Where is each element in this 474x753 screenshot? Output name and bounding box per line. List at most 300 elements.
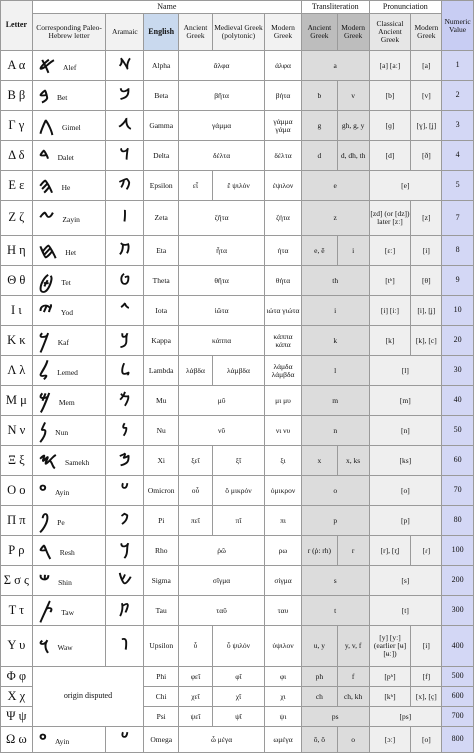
medieval-greek-cell: μῦ xyxy=(179,386,265,416)
trans-ancient-cell: ch xyxy=(301,687,337,707)
english-name-cell: Sigma xyxy=(144,566,179,596)
english-name-cell: Gamma xyxy=(144,111,179,141)
numeric-value-cell: 80 xyxy=(442,506,474,536)
medieval-greek-cell: ξῖ xyxy=(212,446,264,476)
english-name-cell: Iota xyxy=(144,296,179,326)
aramaic-glyph-cell: 𐡀 xyxy=(106,51,144,81)
paleo-hebrew-cell xyxy=(32,51,106,81)
aramaic-glyph-cell: 𐡌 xyxy=(106,386,144,416)
transliteration-cell: t xyxy=(301,596,369,626)
table-row xyxy=(1,476,474,506)
numeric-value-cell: 2 xyxy=(442,81,474,111)
english-name-cell: Xi xyxy=(144,446,179,476)
medieval-greek-cell: λάμβδα xyxy=(212,356,264,386)
paleo-glyph: 𐤀 xyxy=(38,52,56,78)
paleo-name: Shin xyxy=(58,577,72,587)
english-name-cell: Omega xyxy=(144,727,179,753)
aramaic-glyph-cell: 𐡕 xyxy=(106,596,144,626)
paleo-hebrew-cell xyxy=(32,727,106,753)
numeric-value-cell: 9 xyxy=(442,266,474,296)
transliteration-cell: m xyxy=(301,386,369,416)
ancient-greek-cell: λάβδα xyxy=(179,356,213,386)
trans-ancient-cell: u, y xyxy=(301,626,337,667)
numeric-value-cell: 5 xyxy=(442,171,474,201)
english-name-cell: Chi xyxy=(144,687,179,707)
table-row xyxy=(1,201,474,236)
ancient-greek-cell: ὗ xyxy=(179,626,213,667)
medieval-greek-cell: κάππα xyxy=(179,326,265,356)
paleo-hebrew-cell xyxy=(32,326,106,356)
paleo-hebrew-cell xyxy=(32,626,106,667)
ancient-greek-cell: χεῖ xyxy=(179,687,213,707)
aramaic-glyph-cell: 𐡄 xyxy=(106,171,144,201)
header-modern-greek: Modern Greek xyxy=(265,14,302,51)
numeric-value-cell: 10 xyxy=(442,296,474,326)
aramaic-glyph-cell: 𐡍 xyxy=(106,416,144,446)
letter-cell: Γ γ xyxy=(1,111,33,141)
table-row xyxy=(1,536,474,566)
aramaic-glyph-cell: 𐡂 xyxy=(106,111,144,141)
numeric-value-cell: 60 xyxy=(442,446,474,476)
pron-classical-cell: [kʰ] xyxy=(369,687,411,707)
header-name-group: Name xyxy=(32,1,301,14)
medieval-greek-cell: ὦ μέγα xyxy=(179,727,265,753)
english-name-cell: Omicron xyxy=(144,476,179,506)
letter-cell: Ο ο xyxy=(1,476,33,506)
header-letter: Letter xyxy=(1,1,33,51)
paleo-name: Lemed xyxy=(57,367,78,377)
letter-cell: Λ λ xyxy=(1,356,33,386)
numeric-value-cell: 30 xyxy=(442,356,474,386)
transliteration-cell: th xyxy=(301,266,369,296)
medieval-greek-cell: φῖ xyxy=(212,667,264,687)
numeric-value-cell: 400 xyxy=(442,626,474,667)
english-name-cell: Upsilon xyxy=(144,626,179,667)
pron-classical-cell: [a] [aː] xyxy=(369,51,411,81)
pron-modern-cell: [z] xyxy=(411,201,442,236)
table-row xyxy=(1,667,474,687)
header-pron-classical: Classical Ancient Greek xyxy=(369,14,411,51)
trans-ancient-cell: e, ē xyxy=(301,236,337,266)
modern-greek-cell: άλφα xyxy=(265,51,302,81)
letter-cell: Κ κ xyxy=(1,326,33,356)
modern-greek-cell: φι xyxy=(265,667,302,687)
transliteration-cell: p xyxy=(301,506,369,536)
aramaic-glyph-cell: 𐡋 xyxy=(106,356,144,386)
paleo-name: Mem xyxy=(58,397,75,407)
transliteration-cell: i xyxy=(301,296,369,326)
header-numeric-value: Numeric Value xyxy=(442,1,474,51)
pronunciation-cell: [s] xyxy=(369,566,442,596)
pron-classical-cell: [d] xyxy=(369,141,411,171)
aramaic-glyph-cell: 𐡆 xyxy=(106,201,144,236)
paleo-glyph: 𐤋 xyxy=(38,357,50,383)
paleo-name: Kaf xyxy=(57,337,69,347)
pron-classical-cell: [zd] (or [dz]) later [zː] xyxy=(369,201,411,236)
transliteration-cell: ps xyxy=(301,707,369,727)
table-body xyxy=(1,51,474,753)
modern-greek-cell: ρω xyxy=(265,536,302,566)
medieval-greek-cell: νῦ xyxy=(179,416,265,446)
aramaic-glyph-cell: 𐡇 xyxy=(106,236,144,266)
table-row xyxy=(1,51,474,81)
english-name-cell: Delta xyxy=(144,141,179,171)
english-name-cell: Rho xyxy=(144,536,179,566)
modern-greek-cell: πι xyxy=(265,506,302,536)
paleo-hebrew-cell xyxy=(32,266,106,296)
pron-classical-cell: [ɡ] xyxy=(369,111,411,141)
transliteration-cell: o xyxy=(301,476,369,506)
pron-modern-cell: [ð] xyxy=(411,141,442,171)
medieval-greek-cell: ἦτα xyxy=(179,236,265,266)
trans-modern-cell: r xyxy=(337,536,369,566)
ancient-greek-cell: οὖ xyxy=(179,476,213,506)
pron-modern-cell: [a] xyxy=(411,51,442,81)
numeric-value-cell: 500 xyxy=(442,667,474,687)
paleo-hebrew-cell xyxy=(32,171,106,201)
medieval-greek-cell: γάμμα xyxy=(179,111,265,141)
modern-greek-cell: ψι xyxy=(265,707,302,727)
letter-cell: Ψ ψ xyxy=(1,707,33,727)
trans-modern-cell: x, ks xyxy=(337,446,369,476)
pron-modern-cell: [i], [ʝ] xyxy=(411,296,442,326)
paleo-hebrew-cell xyxy=(32,236,106,266)
table-row xyxy=(1,236,474,266)
trans-modern-cell: v xyxy=(337,81,369,111)
trans-ancient-cell: x xyxy=(301,446,337,476)
ancient-greek-cell: πεῖ xyxy=(179,506,213,536)
paleo-hebrew-cell xyxy=(32,356,106,386)
table-row xyxy=(1,727,474,753)
table-row xyxy=(1,386,474,416)
paleo-hebrew-cell xyxy=(32,476,106,506)
letter-cell: Β β xyxy=(1,81,33,111)
pron-classical-cell: [y] [yː] (earlier [ʉ] [ʉː]) xyxy=(369,626,411,667)
paleo-name: He xyxy=(61,182,71,192)
header-aramaic: Aramaic xyxy=(106,14,144,51)
letter-cell: Ν ν xyxy=(1,416,33,446)
paleo-glyph: 𐤎 xyxy=(38,447,58,473)
trans-modern-cell: y, v, f xyxy=(337,626,369,667)
trans-ancient-cell: d xyxy=(301,141,337,171)
medieval-greek-cell: ταῦ xyxy=(179,596,265,626)
header-english: English xyxy=(144,14,179,51)
english-name-cell: Nu xyxy=(144,416,179,446)
paleo-hebrew-cell xyxy=(32,506,106,536)
letter-cell: Υ υ xyxy=(1,626,33,667)
numeric-value-cell: 1 xyxy=(442,51,474,81)
numeric-value-cell: 8 xyxy=(442,236,474,266)
paleo-hebrew-cell xyxy=(32,566,106,596)
medieval-greek-cell: ζῆτα xyxy=(179,201,265,236)
aramaic-glyph-cell: 𐡐 xyxy=(106,506,144,536)
letter-cell: Ρ ρ xyxy=(1,536,33,566)
english-name-cell: Theta xyxy=(144,266,179,296)
numeric-value-cell: 4 xyxy=(442,141,474,171)
medieval-greek-cell: πῖ xyxy=(212,506,264,536)
pronunciation-cell: [ks] xyxy=(369,446,442,476)
numeric-value-cell: 7 xyxy=(442,201,474,236)
paleo-hebrew-cell xyxy=(32,81,106,111)
paleo-glyph: 𐤈 xyxy=(38,267,54,293)
paleo-glyph: 𐤓 xyxy=(38,537,52,563)
pronunciation-cell: [n] xyxy=(369,416,442,446)
numeric-value-cell: 300 xyxy=(442,596,474,626)
letter-cell: Ι ι xyxy=(1,296,33,326)
letter-cell: Θ θ xyxy=(1,266,33,296)
table-row xyxy=(1,266,474,296)
transliteration-cell: a xyxy=(301,51,369,81)
paleo-name: Waw xyxy=(57,643,73,653)
pron-modern-cell: [ɣ], [ʝ] xyxy=(411,111,442,141)
pron-modern-cell: [i] xyxy=(411,626,442,667)
paleo-name: Ayin xyxy=(54,487,70,497)
trans-ancient-cell: b xyxy=(301,81,337,111)
medieval-greek-cell: χῖ xyxy=(212,687,264,707)
english-name-cell: Kappa xyxy=(144,326,179,356)
trans-modern-cell: f xyxy=(337,667,369,687)
letter-cell: Α α xyxy=(1,51,33,81)
letter-cell: Τ τ xyxy=(1,596,33,626)
paleo-hebrew-cell xyxy=(32,386,106,416)
header-medieval-greek: Medieval Greek (polytonic) xyxy=(212,14,264,51)
header-trans-ancient: Ancient Greek xyxy=(301,14,337,51)
pron-modern-cell: [θ] xyxy=(411,266,442,296)
aramaic-glyph-cell: 𐡓 xyxy=(106,536,144,566)
paleo-hebrew-cell xyxy=(32,446,106,476)
letter-cell: Η η xyxy=(1,236,33,266)
table-row xyxy=(1,596,474,626)
group-header-row xyxy=(1,1,474,14)
header-pronunciation-group: Pronunciation xyxy=(369,1,442,14)
trans-modern-cell: i xyxy=(337,236,369,266)
header-pron-modern: Modern Greek xyxy=(411,14,442,51)
medieval-greek-cell: ῥῶ xyxy=(179,536,265,566)
transliteration-cell: k xyxy=(301,326,369,356)
modern-greek-cell: γάμμα γάμα xyxy=(265,111,302,141)
trans-ancient-cell: r (ῥ: rh) xyxy=(301,536,337,566)
paleo-glyph: 𐤄 xyxy=(38,172,54,198)
aramaic-glyph-cell: 𐡅 xyxy=(106,626,144,667)
paleo-name: Het xyxy=(65,247,77,257)
table-row xyxy=(1,626,474,667)
numeric-value-cell: 40 xyxy=(442,386,474,416)
table-row xyxy=(1,141,474,171)
header-trans-modern: Modern Greek xyxy=(337,14,369,51)
trans-modern-cell: gh, g, y xyxy=(337,111,369,141)
trans-ancient-cell: ō, ô xyxy=(301,727,337,753)
paleo-name: Tet xyxy=(61,277,71,287)
english-name-cell: Pi xyxy=(144,506,179,536)
pronunciation-cell: [e] xyxy=(369,171,442,201)
medieval-greek-cell: ἰῶτα xyxy=(179,296,265,326)
table-row xyxy=(1,566,474,596)
letter-cell: Δ δ xyxy=(1,141,33,171)
modern-greek-cell: λάμδα λάμβδα xyxy=(265,356,302,386)
aramaic-glyph-cell: 𐡁 xyxy=(106,81,144,111)
letter-cell: Σ σ ς xyxy=(1,566,33,596)
medieval-greek-cell: θῆτα xyxy=(179,266,265,296)
modern-greek-cell: δέλτα xyxy=(265,141,302,171)
pron-classical-cell: [r], [r̥] xyxy=(369,536,411,566)
paleo-name: Ayin xyxy=(54,736,70,746)
modern-greek-cell: βήτα xyxy=(265,81,302,111)
aramaic-glyph-cell: 𐡈 xyxy=(106,266,144,296)
medieval-greek-cell: βῆτα xyxy=(179,81,265,111)
transliteration-cell: z xyxy=(301,201,369,236)
table-row xyxy=(1,81,474,111)
medieval-greek-cell: ὖ ψιλόν xyxy=(212,626,264,667)
paleo-glyph: 𐤏 xyxy=(38,477,47,503)
transliteration-cell: n xyxy=(301,416,369,446)
paleo-name: Bet xyxy=(56,92,68,102)
origin-disputed-cell: origin disputed xyxy=(32,667,144,727)
english-name-cell: Lambda xyxy=(144,356,179,386)
english-name-cell: Alpha xyxy=(144,51,179,81)
pron-modern-cell: [ɾ] xyxy=(411,536,442,566)
medieval-greek-cell: δέλτα xyxy=(179,141,265,171)
english-name-cell: Phi xyxy=(144,667,179,687)
english-name-cell: Epsilon xyxy=(144,171,179,201)
table-row xyxy=(1,111,474,141)
aramaic-glyph-cell: 𐡔 xyxy=(106,566,144,596)
modern-greek-cell: σίγμα xyxy=(265,566,302,596)
letter-cell: Μ μ xyxy=(1,386,33,416)
paleo-glyph: 𐤕 xyxy=(38,597,54,623)
pron-classical-cell: [pʰ] xyxy=(369,667,411,687)
paleo-name: Yod xyxy=(60,307,74,317)
modern-greek-cell: ζήτα xyxy=(265,201,302,236)
paleo-glyph: 𐤐 xyxy=(38,507,50,533)
medieval-greek-cell: ὂ μικρόν xyxy=(212,476,264,506)
numeric-value-cell: 70 xyxy=(442,476,474,506)
paleo-hebrew-cell xyxy=(32,416,106,446)
pron-classical-cell: [ɔː] xyxy=(369,727,411,753)
medieval-greek-cell: σῖγμα xyxy=(179,566,265,596)
english-name-cell: Zeta xyxy=(144,201,179,236)
medieval-greek-cell: ἄλφα xyxy=(179,51,265,81)
paleo-hebrew-cell xyxy=(32,296,106,326)
table-row xyxy=(1,171,474,201)
numeric-value-cell: 600 xyxy=(442,687,474,707)
pron-modern-cell: [o] xyxy=(411,727,442,753)
paleo-glyph: 𐤍 xyxy=(38,417,48,443)
pron-modern-cell: [i] xyxy=(411,236,442,266)
aramaic-glyph-cell: 𐡊 xyxy=(106,326,144,356)
numeric-value-cell: 800 xyxy=(442,727,474,753)
numeric-value-cell: 200 xyxy=(442,566,474,596)
numeric-value-cell: 3 xyxy=(442,111,474,141)
ancient-greek-cell: εἶ xyxy=(179,171,213,201)
modern-greek-cell: ξι xyxy=(265,446,302,476)
paleo-hebrew-cell xyxy=(32,111,106,141)
paleo-name: Alef xyxy=(63,62,77,72)
medieval-greek-cell: ἒ ψιλόν xyxy=(212,171,264,201)
pron-classical-cell: [b] xyxy=(369,81,411,111)
trans-ancient-cell: ph xyxy=(301,667,337,687)
paleo-glyph: 𐤉 xyxy=(38,297,53,323)
aramaic-glyph-cell: 𐡏 xyxy=(106,727,144,753)
aramaic-glyph-cell: 𐡃 xyxy=(106,141,144,171)
pronunciation-cell: [ps] xyxy=(369,707,442,727)
pron-modern-cell: [v] xyxy=(411,81,442,111)
trans-modern-cell: o xyxy=(337,727,369,753)
paleo-hebrew-cell xyxy=(32,596,106,626)
table-row xyxy=(1,356,474,386)
modern-greek-cell: ήτα xyxy=(265,236,302,266)
modern-greek-cell: έψιλον xyxy=(265,171,302,201)
paleo-name: Taw xyxy=(61,607,75,617)
modern-greek-cell: ταυ xyxy=(265,596,302,626)
table-row xyxy=(1,326,474,356)
pron-classical-cell: [k] xyxy=(369,326,411,356)
trans-modern-cell: ch, kh xyxy=(337,687,369,707)
pron-modern-cell: [x], [ç] xyxy=(411,687,442,707)
letter-cell: Χ χ xyxy=(1,687,33,707)
modern-greek-cell: θήτα xyxy=(265,266,302,296)
transliteration-cell: s xyxy=(301,566,369,596)
aramaic-glyph-cell: 𐡉 xyxy=(106,296,144,326)
trans-ancient-cell: g xyxy=(301,111,337,141)
sub-header-row xyxy=(1,14,474,51)
paleo-name: Nun xyxy=(55,427,69,437)
letter-cell: Φ φ xyxy=(1,667,33,687)
numeric-value-cell: 700 xyxy=(442,707,474,727)
paleo-glyph: 𐤔 xyxy=(38,567,51,593)
header-ancient-greek: Ancient Greek xyxy=(179,14,213,51)
table-row xyxy=(1,446,474,476)
english-name-cell: Eta xyxy=(144,236,179,266)
header-paleo-hebrew: Corresponding Paleo-Hebrew letter xyxy=(32,14,106,51)
english-name-cell: Psi xyxy=(144,707,179,727)
paleo-hebrew-cell xyxy=(32,141,106,171)
paleo-name: Dalet xyxy=(57,152,74,162)
aramaic-glyph-cell: 𐡏 xyxy=(106,476,144,506)
ancient-greek-cell: ξεῖ xyxy=(179,446,213,476)
pron-modern-cell: [f] xyxy=(411,667,442,687)
transliteration-cell: e xyxy=(301,171,369,201)
paleo-glyph: 𐤌 xyxy=(38,387,51,413)
paleo-glyph: 𐤂 xyxy=(38,112,55,138)
pronunciation-cell: [t] xyxy=(369,596,442,626)
numeric-value-cell: 20 xyxy=(442,326,474,356)
modern-greek-cell: χι xyxy=(265,687,302,707)
modern-greek-cell: κάππα κάπα xyxy=(265,326,302,356)
paleo-glyph: 𐤁 xyxy=(38,82,49,108)
letter-cell: Ξ ξ xyxy=(1,446,33,476)
english-name-cell: Mu xyxy=(144,386,179,416)
paleo-glyph: 𐤇 xyxy=(38,237,58,263)
paleo-hebrew-cell xyxy=(32,536,106,566)
ancient-greek-cell: φεῖ xyxy=(179,667,213,687)
letter-cell: Ε ε xyxy=(1,171,33,201)
modern-greek-cell: νι νυ xyxy=(265,416,302,446)
english-name-cell: Beta xyxy=(144,81,179,111)
modern-greek-cell: ύψιλον xyxy=(265,626,302,667)
pronunciation-cell: [l] xyxy=(369,356,442,386)
letter-cell: Ω ω xyxy=(1,727,33,753)
paleo-name: Pe xyxy=(57,517,65,527)
paleo-glyph: 𐤆 xyxy=(38,205,55,231)
numeric-value-cell: 100 xyxy=(442,536,474,566)
modern-greek-cell: όμικρον xyxy=(265,476,302,506)
paleo-glyph: 𐤃 xyxy=(38,142,50,168)
pronunciation-cell: [o] xyxy=(369,476,442,506)
modern-greek-cell: ιώτα γιώτα xyxy=(265,296,302,326)
letter-cell: Π π xyxy=(1,506,33,536)
paleo-name: Resh xyxy=(59,547,75,557)
paleo-name: Samekh xyxy=(65,457,90,467)
